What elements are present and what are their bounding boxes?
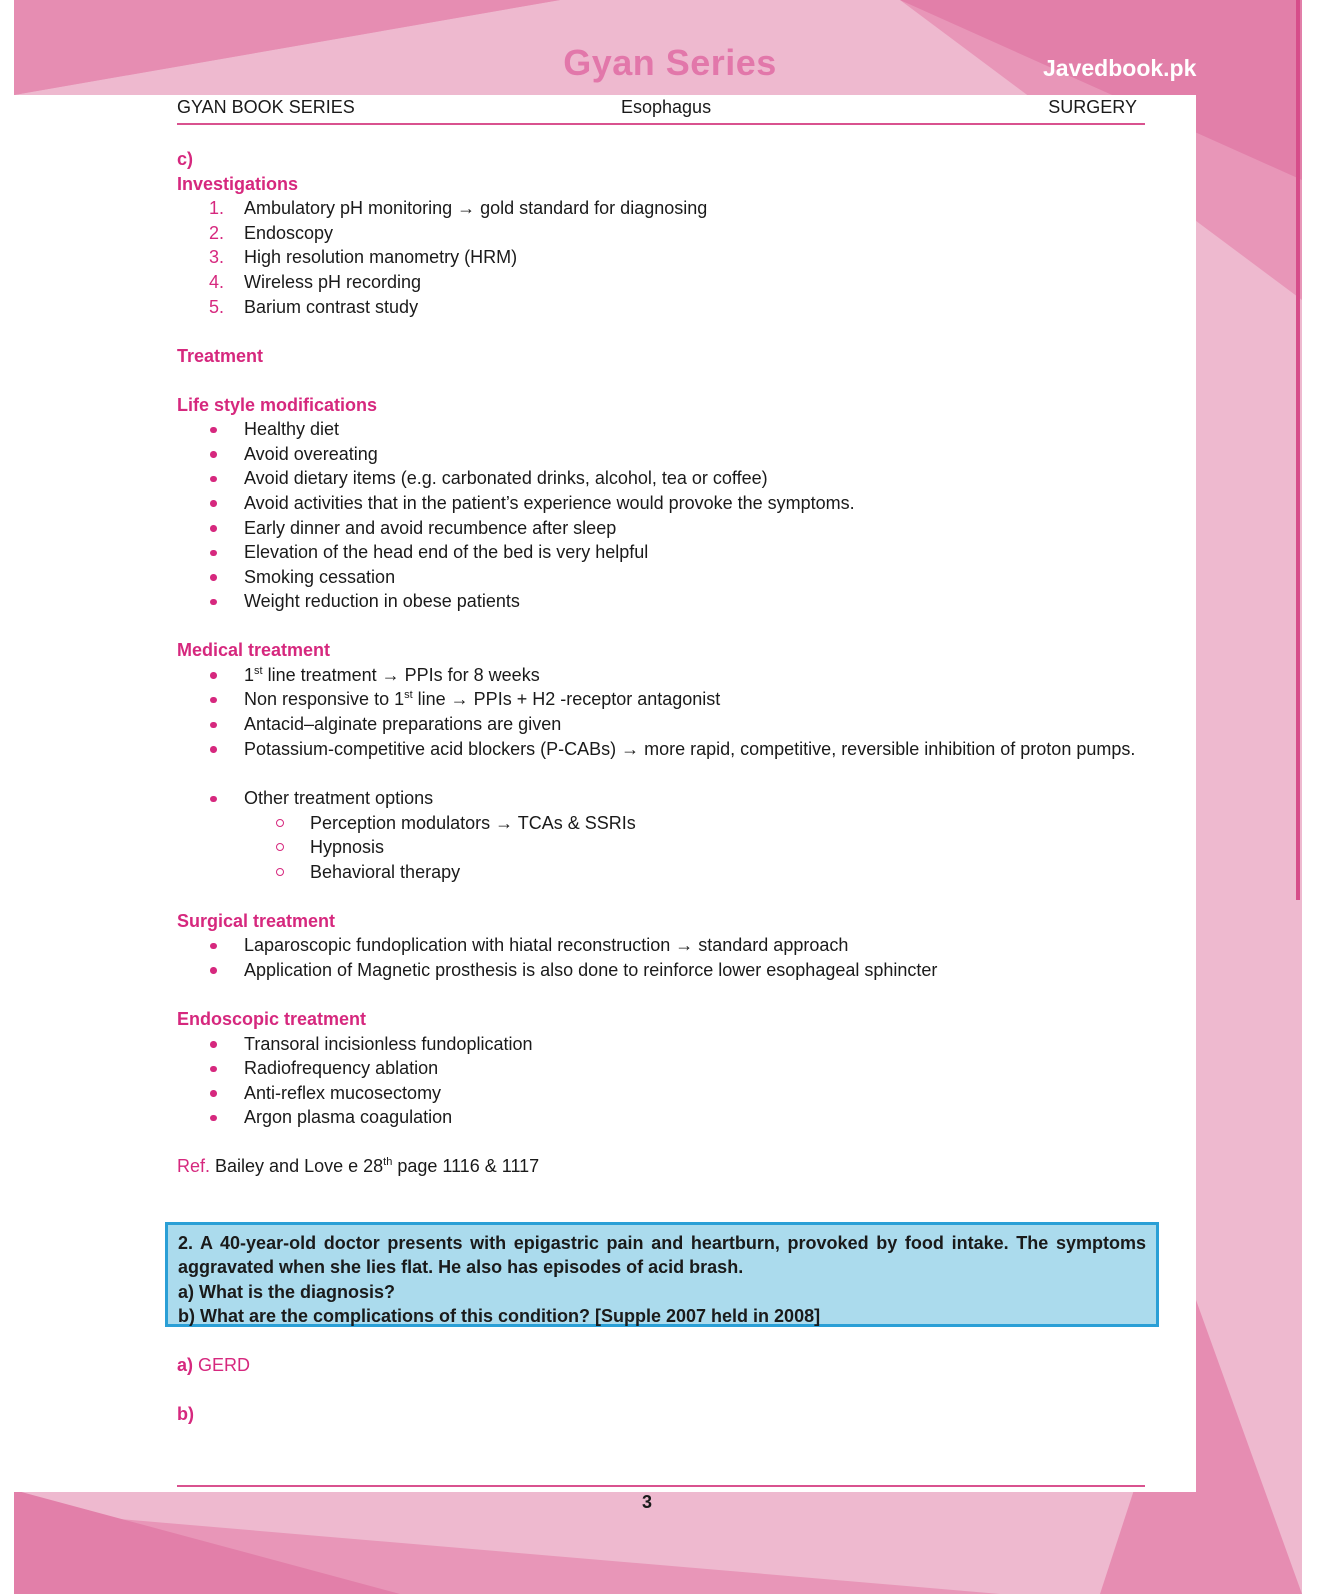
list-item: Radiofrequency ablation [177, 1056, 1145, 1081]
list-item: Transoral incisionless fundoplication [177, 1032, 1145, 1057]
bullet-icon [210, 1115, 217, 1122]
hollow-bullet-icon [276, 868, 284, 876]
question-box [165, 1222, 1159, 1327]
lifestyle-heading: Life style modifications [177, 394, 378, 415]
series-brand-title: Gyan Series [563, 42, 777, 83]
medical-list [177, 663, 1145, 885]
bullet-icon [210, 427, 217, 434]
question-line: aggravated when she lies flat. He also has episodes of acid brash. [178, 1257, 744, 1278]
bullet-icon [210, 967, 217, 974]
question-line: 2. A 40-year-old doctor presents with epigastric pain and heartburn, provoked by food intake. The symptoms [178, 1233, 1146, 1253]
list-item: Avoid dietary items (e.g. carbonated drinks, alcohol, tea or coffee) [177, 466, 1145, 491]
reference-label: Ref. [177, 1156, 211, 1177]
bullet-icon [210, 943, 217, 950]
list-item: 1st line treatment → PPIs for 8 weeks [177, 663, 1145, 688]
list-item: 3. High resolution manometry (HRM) [209, 247, 518, 268]
list-item: Avoid overeating [177, 442, 1145, 467]
bullet-icon [210, 697, 217, 704]
list-item: Non responsive to 1st line → PPIs + H2 -receptor antagonist [177, 687, 1145, 712]
header-book-series: GYAN BOOK SERIES [177, 97, 355, 117]
surgical-list [177, 933, 1145, 982]
list-item: Antacid–alginate preparations are given [177, 712, 1145, 737]
list-item: 2. Endoscopy [209, 222, 334, 243]
list-item: Healthy diet [177, 417, 1145, 442]
list-item: 4. Wireless pH recording [209, 271, 422, 292]
list-item: 5. Barium contrast study [209, 296, 419, 317]
reference-line: Ref. Bailey and Love e 28th page 1116 & 1117 [177, 1156, 540, 1177]
surgical-heading: Surgical treatment [177, 910, 336, 931]
bullet-icon [210, 476, 217, 483]
list-item: Early dinner and avoid recumbence after sleep [177, 516, 1145, 541]
running-header [177, 97, 1145, 125]
endoscopic-heading: Endoscopic treatment [177, 1008, 367, 1029]
bullet-icon [210, 796, 217, 803]
bullet-icon [210, 1066, 217, 1073]
medical-heading: Medical treatment [177, 640, 331, 661]
list-item: 1. Ambulatory pH monitoring → gold standard for diagnosing [209, 198, 708, 219]
list-item: Application of Magnetic prosthesis is also done to reinforce lower esophageal sphincter [177, 958, 1145, 983]
sub-list-item: Behavioral therapy [177, 860, 1145, 885]
bullet-icon [210, 574, 217, 581]
investigations-heading: Investigations [177, 173, 299, 194]
list-item: Argon plasma coagulation [177, 1105, 1145, 1130]
sub-list-item: Hypnosis [177, 835, 1145, 860]
header-subject: SURGERY [1048, 97, 1137, 117]
part-label: c) [177, 149, 194, 169]
page-number: 3 [642, 1492, 653, 1512]
list-item: Weight reduction in obese patients [177, 589, 1145, 614]
footer-divider [177, 1485, 1145, 1487]
list-item: Smoking cessation [177, 565, 1145, 590]
bullet-icon [210, 550, 217, 557]
endoscopic-list [177, 1032, 1145, 1130]
list-item: Anti-reflex mucosectomy [177, 1081, 1145, 1106]
answer-a: a) GERD [177, 1355, 251, 1375]
bullet-icon [210, 746, 217, 753]
answers-section [177, 1353, 250, 1450]
list-item: Elevation of the head end of the bed is very helpful [177, 540, 1145, 565]
sub-list-item: Perception modulators → TCAs & SSRIs [177, 811, 1145, 836]
list-item: Laparoscopic fundoplication with hiatal reconstruction → standard approach [177, 933, 1145, 958]
bullet-icon [210, 500, 217, 507]
question-line: a) What is the diagnosis? [178, 1281, 396, 1302]
list-item: Potassium-competitive acid blockers (P-CABs) → more rapid, competitive, reversible inhibition of proton pumps. [177, 737, 1145, 786]
treatment-heading: Treatment [177, 345, 264, 366]
question-line: b) What are the complications of this condition? [Supple 2007 held in 2008] [178, 1306, 821, 1327]
list-item: Avoid activities that in the patient’s experience would provoke the symptoms. [177, 491, 1145, 516]
hollow-bullet-icon [276, 819, 284, 827]
answer-b: b) [177, 1403, 194, 1424]
investigations-list [177, 196, 1145, 319]
site-watermark: Javedbook.pk [1043, 55, 1197, 81]
bullet-icon [210, 1090, 217, 1097]
list-item: Other treatment options [177, 786, 1145, 811]
bullet-icon [210, 599, 217, 606]
bullet-icon [210, 722, 217, 729]
bullet-icon [210, 672, 217, 679]
lifestyle-list [177, 417, 1145, 614]
page-content [177, 147, 1145, 1179]
hollow-bullet-icon [276, 843, 284, 851]
bullet-icon [210, 1041, 217, 1048]
bullet-icon [210, 451, 217, 458]
bullet-icon [210, 525, 217, 532]
header-chapter: Esophagus [621, 97, 712, 117]
